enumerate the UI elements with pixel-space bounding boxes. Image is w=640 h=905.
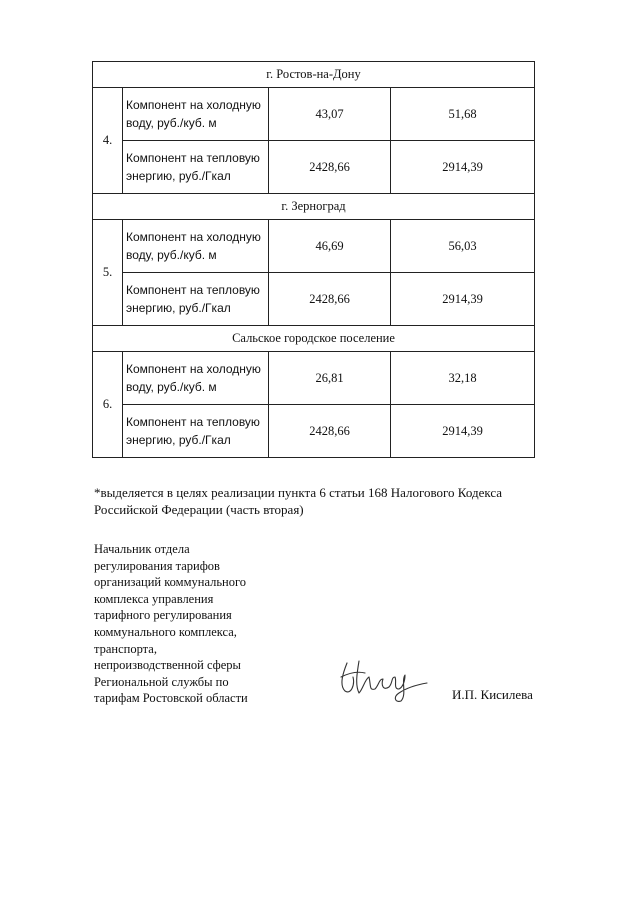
city-row (93, 62, 535, 88)
city-name: г. Зерноград (93, 194, 535, 220)
value-cell: 43,07 (269, 88, 391, 141)
component-cell: Компонент на тепловую энергию, руб./Гкал (123, 405, 269, 458)
row-number: 6. (93, 352, 123, 458)
component-cell: Компонент на холодную воду, руб./куб. м (123, 352, 269, 405)
value-cell: 56,03 (391, 220, 535, 273)
component-cell: Компонент на холодную воду, руб./куб. м (123, 88, 269, 141)
signatory-block (94, 541, 294, 707)
signatory-line: регулирования тарифов (94, 558, 220, 573)
table-row (93, 273, 535, 326)
value-cell: 46,69 (269, 220, 391, 273)
component-cell: Компонент на тепловую энергию, руб./Гкал (123, 273, 269, 326)
tariff-table (92, 61, 535, 458)
component-cell: Компонент на холодную воду, руб./куб. м (123, 220, 269, 273)
signer-name: И.П. Кисилева (452, 687, 533, 702)
value-cell: 2914,39 (391, 141, 535, 194)
value-cell: 26,81 (269, 352, 391, 405)
value-cell: 2428,66 (269, 405, 391, 458)
signatory-line: непроизводственной сферы (94, 658, 241, 673)
table-row (93, 141, 535, 194)
signatory-line: организаций коммунального (94, 575, 247, 590)
value-cell: 2914,39 (391, 405, 535, 458)
table-row (93, 88, 535, 141)
signatory-line: транспорта, (94, 641, 157, 656)
handwritten-signature (335, 655, 430, 705)
table-row (93, 352, 535, 405)
signatory-line: коммунального комплекса, (94, 624, 237, 639)
signatory-line: Региональной службы по (94, 674, 229, 689)
component-cell: Компонент на тепловую энергию, руб./Гкал (123, 141, 269, 194)
city-row (93, 326, 535, 352)
value-cell: 2914,39 (391, 273, 535, 326)
table-row (93, 220, 535, 273)
signatory-line: комплекса управления (94, 591, 214, 606)
signatory-line: тарифного регулирования (94, 608, 232, 623)
row-number: 5. (93, 220, 123, 326)
signatory-line: Начальник отдела (94, 542, 190, 556)
city-row (93, 194, 535, 220)
value-cell: 32,18 (391, 352, 535, 405)
value-cell: 2428,66 (269, 273, 391, 326)
signatory-line: тарифам Ростовской области (94, 691, 248, 706)
city-name: Сальское городское поселение (93, 326, 535, 352)
city-name: г. Ростов-на-Дону (93, 62, 535, 88)
value-cell: 2428,66 (269, 141, 391, 194)
row-number: 4. (93, 88, 123, 194)
table-row (93, 405, 535, 458)
value-cell: 51,68 (391, 88, 535, 141)
footnote: *выделяется в целях реализации пункта 6 статьи 168 Налогового Кодекса Российской Федерации (часть вторая) (94, 485, 503, 517)
